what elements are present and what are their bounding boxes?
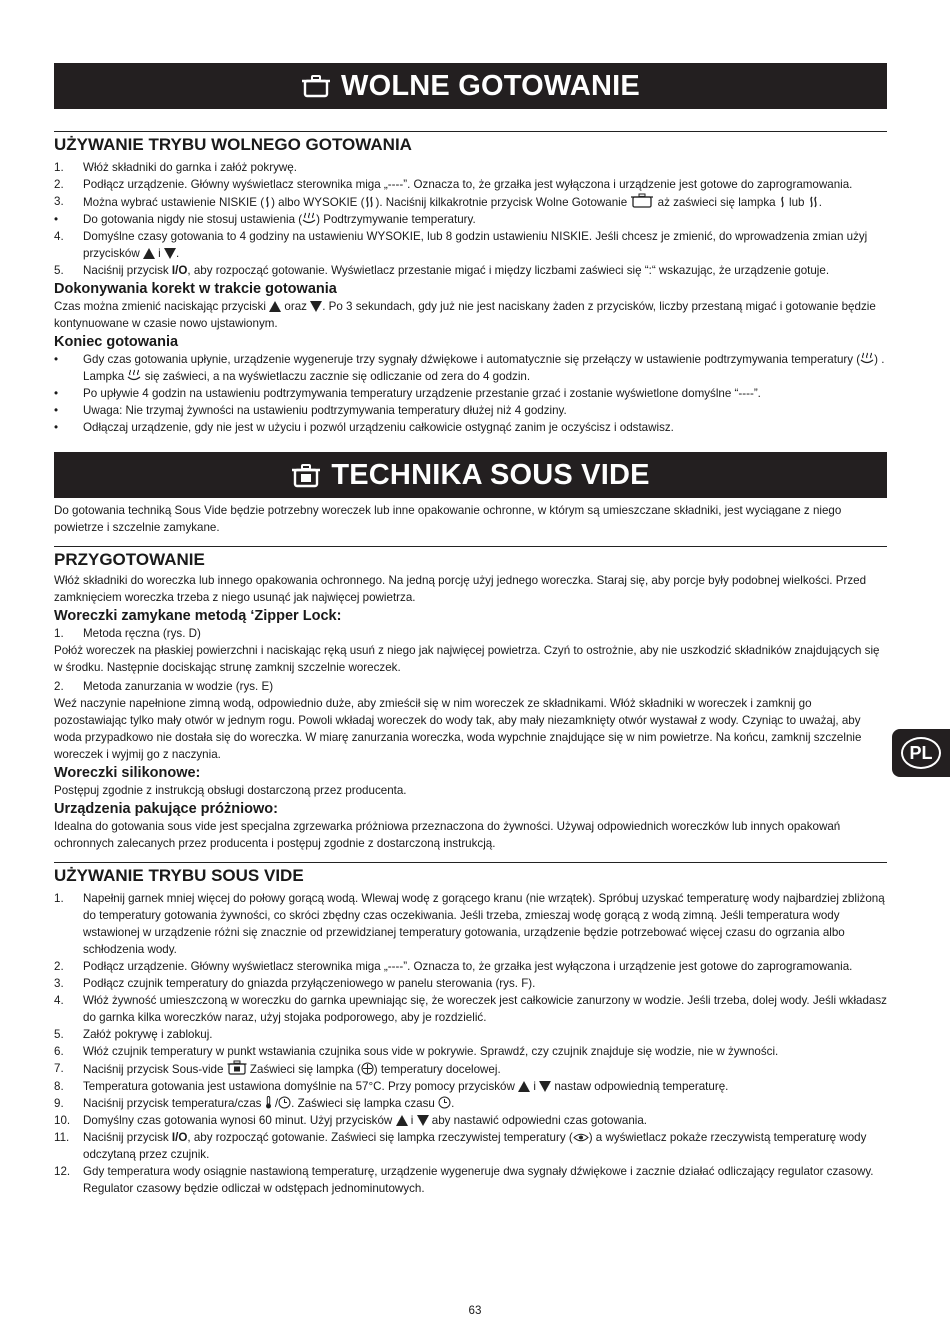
method-water-label: 2. Metoda zanurzania w wodzie (rys. E)	[54, 680, 274, 693]
slow-cook-title: WOLNE GOTOWANIE	[341, 69, 640, 102]
list-item: 10. Domyślny czas gotowania wynosi 60 minut. Użyj przycisków i aby nastawić odpowiedni czas gotowania.	[54, 1114, 648, 1127]
language-tab	[892, 729, 950, 777]
keep-warm-icon	[860, 352, 874, 365]
method-water-text: Weź naczynie napełnione zimną wodą, odpowiednio duże, aby zmieścił się w nim woreczek ze składnikami. Włóż składniki w woreczek i zamknij go pozostawiając tylko mały otwór w jednym rogu. Powoli wkładaj woreczek do wody tak, aby mały niezamknięty otwór wystawał z wody. Czyniąc to uważaj, aby woda przypadkowo nie dostała się do woreczka. W miarę zanurzania woreczka, woda wypchnie znajdujące się w nim powietrze. Na końcu, zamknij szczelnie woreczek i wyjmij go z naczynia.	[54, 697, 862, 761]
high-lamp-icon	[808, 196, 819, 208]
list-item: • Uwaga: Nie trzymaj żywności na ustawieniu podtrzymywania temperatury dłużej niż 4 godziny.	[54, 404, 567, 417]
list-item: 8. Temperatura gotowania jest ustawiona domyślnie na 57°C. Przy pomocy przycisków i nastaw odpowiednią temperaturę.	[54, 1080, 729, 1093]
thermometer-icon	[265, 1096, 272, 1109]
prep-text: Włóż składniki do woreczka lub innego opakowania ochronnego. Na jedną porcję użyj jednego woreczka. Staraj się, aby porcje były podobnej wielkości. Przed zamknięciem woreczka trzeba z niego usunąć jak najwięcej powietrza.	[54, 574, 867, 604]
list-item: • Do gotowania nigdy nie stosuj ustawienia ( ) Podtrzymywanie temperatury.	[54, 213, 476, 226]
list-item: 12. Gdy temperatura wody osiągnie nastawioną temperaturę, urządzenie wygeneruje dwa sygnały dźwiękowe i zacznie działać odliczający regulator czasowy. Regulator czasowy będzie odliczał w odstępach jednominutowych.	[54, 1165, 874, 1195]
time-lamp-icon	[438, 1096, 451, 1109]
target-temperature-icon	[361, 1062, 374, 1075]
adjust-heading: Dokonywania korekt w trakcie gotowania	[54, 281, 337, 297]
list-item: 1. Włóż składniki do garnka i załóż pokrywę.	[54, 161, 297, 174]
arrow-up-icon	[396, 1115, 408, 1126]
list-item: 2. Podłącz urządzenie. Główny wyświetlacz sterownika miga „----”. Oznacza to, że grzałka jest wyłączona i urządzenie jest gotowe do zaprogramowania.	[54, 960, 853, 973]
manual-page	[54, 63, 887, 1197]
actual-temperature-icon	[573, 1132, 589, 1143]
silicone-heading: Woreczki silikonowe:	[54, 765, 201, 781]
arrow-up-icon	[269, 301, 281, 312]
arrow-down-icon	[310, 301, 322, 312]
sous-vide-icon	[291, 462, 321, 488]
sous-intro: Do gotowania techniką Sous Vide będzie potrzebny woreczek lub inne opakowanie ochronne, w którym są umieszczane składniki, jest wyciągane z niego powietrze i szczelnie zamykane.	[54, 504, 842, 534]
list-item: 4. Włóż żywność umieszczoną w woreczku do garnka upewniając się, że woreczek jest całkowicie zanurzony w wodzie. Jeśli trzeba, dolej wody. Jeśli wkładasz do garnka kilka woreczków naraz, użyj stojaka podporowego, aby je rozdzielić.	[54, 994, 887, 1024]
sous-vide-banner	[54, 452, 887, 498]
zipper-heading: Woreczki zamykane metodą ‘Zipper Lock:	[54, 608, 342, 624]
keep-warm-icon	[302, 212, 316, 225]
arrow-down-icon	[539, 1081, 551, 1092]
list-item: 4. Domyślne czasy gotowania to 4 godziny na ustawieniu WYSOKIE, lub 8 godzin ustawieniu NISKIE. Jeśli chcesz je zmienić, do wprowadzenia zmian użyj przycisków i .	[54, 230, 868, 260]
list-item: 6. Włóż czujnik temperatury w punkt wstawiania czujnika sous vide w pokrywie. Sprawdź, czy czujnik znajduje się wodzie, nie w żywności.	[54, 1045, 779, 1058]
slow-steps-list	[54, 159, 887, 279]
list-item: 9. Naciśnij przycisk temperatura/czas / . Zaświeci się lampka czasu .	[54, 1097, 455, 1110]
low-lamp-icon	[779, 196, 786, 208]
list-item: 2. Podłącz urządzenie. Główny wyświetlacz sterownika miga „----”. Oznacza to, że grzałka jest wyłączona i urządzenie jest gotowe do zaprogramowania.	[54, 178, 853, 191]
low-setting-icon	[264, 196, 271, 208]
list-item: • Po upływie 4 godzin na ustawieniu podtrzymywania temperatury urządzenie przestanie grzać i zostanie wyświetlone domyślne “----”.	[54, 387, 761, 400]
slow-cook-button-icon	[630, 193, 654, 208]
method-manual-text: Połóż woreczek na płaskiej powierzchni i naciskając ręką usuń z niego jak najwięcej powietrza. Czyń to ostrożnie, aby nie uszkodzić składników znajdujących się w środku. Następnie dociskając strunę zamknij szczelnie woreczek.	[54, 644, 880, 674]
silicone-text: Postępuj zgodnie z instrukcją obsługi dostarczoną przez producenta.	[54, 784, 407, 797]
list-item: • Gdy czas gotowania upłynie, urządzenie wygeneruje trzy sygnały dźwiękowe i automatycznie się przełączy w ustawienie podtrzymywania temperatury ( ) . Lampka się zaświeci, a na wyświetlaczu zacznie się odliczanie od zera do 4 godzin.	[54, 353, 885, 383]
clock-icon	[278, 1096, 291, 1109]
list-item: 1. Napełnij garnek mniej więcej do połowy gorącą wodą. Wlewaj wodę z gorącego kranu (nie wrzątek). Spróbuj uzyskać temperaturę wody najbardziej zbliżoną do temperatury gotowania żywności, co skróci zbędny czas oczekiwania. Jeśli trzeba, zmieszaj wodę gorącą z wodą zimną. Jeśli temperatura wody wstawionej w urządzenie różni się znacznie od przewidzianej temperatury gotowania, urządzenie będzie potrzebować więcej czasu do ogrzania albo schłodzenia wody.	[54, 892, 885, 956]
arrow-down-icon	[164, 248, 176, 259]
vacuum-text: Idealna do gotowania sous vide jest specjalna zgrzewarka próżniowa przeznaczona do żywności. Używaj odpowiednich woreczków lub innych opakowań ochronnych zalecanych przez producenta i postępuj zgodnie z dostarczoną instrukcją.	[54, 820, 841, 850]
sous-vide-button-icon	[227, 1060, 247, 1075]
list-item: 11. Naciśnij przycisk I/O, aby rozpocząć gotowanie. Zaświeci się lampka rzeczywistej temperatury ( ) a wyświetlacz pokaże rzeczywistą temperaturę wody odczytaną przez czujnik.	[54, 1131, 867, 1161]
method-manual-label: 1. Metoda ręczna (rys. D)	[54, 627, 201, 640]
high-setting-icon	[364, 196, 375, 208]
list-item: 5. Załóż pokrywę i zablokuj.	[54, 1028, 213, 1041]
end-heading: Koniec gotowania	[54, 334, 179, 350]
arrow-up-icon	[143, 248, 155, 259]
pot-icon	[301, 74, 331, 98]
sous-steps-list	[54, 890, 887, 1197]
sous-using-heading: UŻYWANIE TRYBU SOUS VIDE	[54, 862, 887, 888]
arrow-up-icon	[518, 1081, 530, 1092]
slow-cook-banner	[54, 63, 887, 109]
prep-heading: PRZYGOTOWANIE	[54, 546, 887, 572]
arrow-down-icon	[417, 1115, 429, 1126]
page-number: 63	[468, 1304, 482, 1317]
keep-warm-lamp-icon	[127, 369, 141, 382]
language-badge: PL	[901, 737, 941, 769]
adjust-text: Czas można zmienić naciskając przyciski oraz . Po 3 sekundach, gdy już nie jest naciskany żaden z przycisków, liczby przestaną migać i gotowanie będzie kontynuowane w czasie nowo ujstawionym.	[54, 300, 876, 330]
list-item: 5. Naciśnij przycisk I/O, aby rozpocząć gotowanie. Wyświetlacz przestanie migać i między liczbami zaświeci się “:“ wskazując, że urządzenie gotuje.	[54, 264, 830, 277]
end-list	[54, 351, 887, 436]
list-item: 7. Naciśnij przycisk Sous-vide Zaświeci się lampka ( ) temperatury docelowej.	[54, 1062, 501, 1076]
list-item: • Odłączaj urządzenie, gdy nie jest w użyciu i pozwól urządzeniu całkowicie ostygnąć zanim je oczyścisz i odstawisz.	[54, 421, 674, 434]
slow-using-heading: UŻYWANIE TRYBU WOLNEGO GOTOWANIA	[54, 131, 887, 157]
list-item: 3. Podłącz czujnik temperatury do gniazda przyłączeniowego w panelu sterowania (rys. F).	[54, 977, 536, 990]
vacuum-heading: Urządzenia pakujące próżniowo:	[54, 801, 278, 817]
list-item: 3. Można wybrać ustawienie NISKIE ( ) albo WYSOKIE ( ). Naciśnij kilkakrotnie przycisk Wolne Gotowanie aż zaświeci się lampka lub .	[54, 195, 822, 209]
sous-vide-title: TECHNIKA SOUS VIDE	[331, 458, 650, 491]
